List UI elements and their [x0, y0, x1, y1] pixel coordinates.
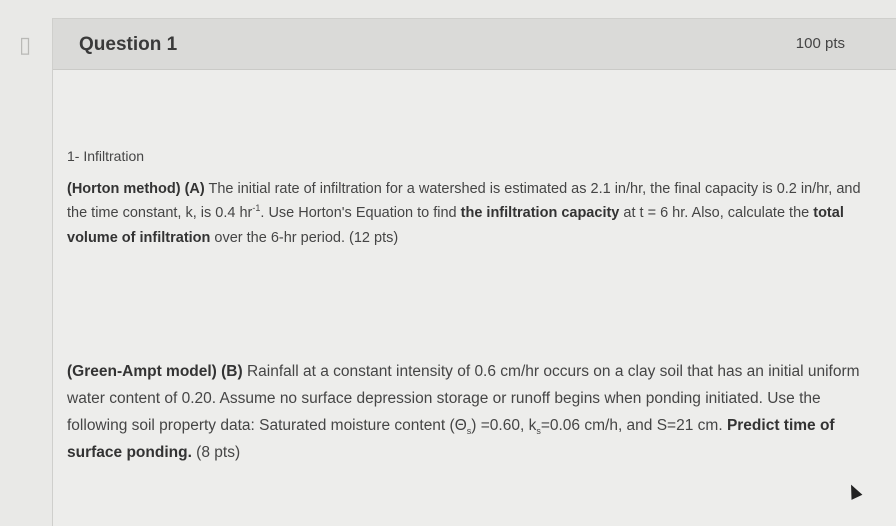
part-b-method: (Green-Ampt model) (B) [67, 363, 243, 380]
part-a-text-1: The initial rate of infiltration for a watershed is estimated as 2.1 in/hr, the final capacity is 0.2 in/hr, and the time constant, k, is 0.4 hr [67, 180, 861, 221]
part-b-text-2: ) =0.60, k [471, 417, 537, 434]
question-title: Question 1 [79, 34, 178, 55]
part-a-sup: -1 [252, 203, 261, 214]
part-a-text-4: over the 6-hr period. (12 pts) [210, 229, 399, 246]
part-a-bold-1: the infiltration capacity [460, 205, 620, 221]
part-a-text-2: . Use Horton's Equation to find [260, 205, 461, 221]
part-a-text [67, 177, 867, 251]
part-b-text [67, 358, 867, 466]
part-b-sub-1: s [466, 426, 472, 437]
part-b-bold-1: Predict time of surface ponding. [67, 417, 835, 461]
question-card [52, 18, 896, 526]
part-b-sub-2: s [536, 426, 541, 437]
part-b-text-3: =0.06 cm/h, and S=21 cm. [540, 417, 727, 434]
part-b-text-1: Rainfall at a constant intensity of 0.6 cm/hr occurs on a clay soil that has an initial uniform water content of 0.20. Assume no surface depression storage or runoff begins when ponding initiated. Use the following soil property data: Saturated moisture content (Θ [67, 363, 860, 434]
part-a-bold-2: total volume of infiltration [67, 205, 844, 246]
section-title: 1- Infiltration [67, 148, 145, 164]
flag-question-icon[interactable]: ▯ [18, 32, 32, 57]
part-a-label: (A) [184, 180, 205, 197]
part-b-text-4: (8 pts) [191, 444, 241, 461]
question-points: 100 pts [795, 35, 845, 52]
question-header [53, 19, 896, 70]
part-a-text-3: at t = 6 hr. Also, calculate the [619, 205, 814, 221]
part-a-method: (Horton method) [67, 180, 181, 197]
